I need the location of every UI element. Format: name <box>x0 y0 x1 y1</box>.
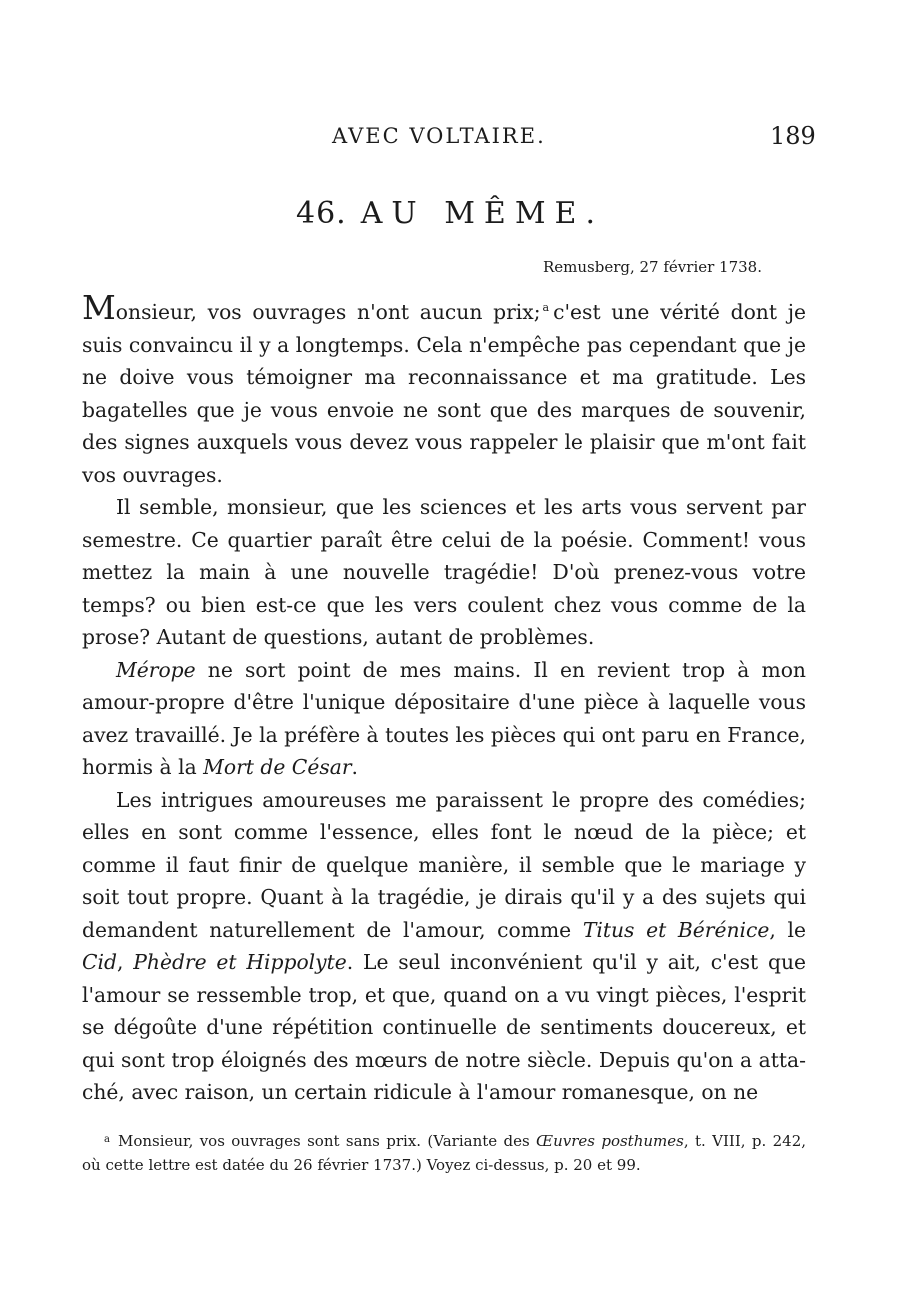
paragraph-1 <box>82 288 807 491</box>
work-title: Phèdre et Hippolyte <box>133 950 347 974</box>
footnote-text: , t. VIII, p. 242, où cette lettre est datée du 26 février 1737.) Voyez ci-dessus, p. 20 et 99. <box>82 1132 807 1174</box>
dateline: Remusberg, 27 février 1738. <box>542 258 762 276</box>
page-number: 189 <box>770 122 816 150</box>
letter-heading <box>0 196 900 231</box>
work-title: Cid <box>82 950 117 974</box>
paragraph-2: Il semble, monsieur, que les sciences et les arts vous servent par semestre. Ce quartier paraît être celui de la poésie. Comment! vous mettez la main à une nouvelle tragédie! D'où prenez-vous votre temps? ou bien est-ce que les vers coulent chez vous comme de la prose? Autant de questions, autant de problèmes. <box>82 495 806 649</box>
paragraph-text: c'est une vérité dont je suis convaincu il y a longtemps. Cela n'empêche pas cependant que je ne doive vous témoigner ma reconnaissance et ma gratitude. Les bagatelles que je vous envoie ne sont que des marques de souvenir, des signes auxquels vous devez vous rappeler le plaisir que m'ont fait vos ouvrages. <box>82 300 807 487</box>
paragraph-4 <box>82 784 806 1109</box>
paragraph-text: . <box>351 755 358 779</box>
footnote-mark: a <box>104 1134 110 1145</box>
paragraph-text: Les intrigues amoureuses me paraissent le propre des comédies; elles en sont comme l'essence, elles font le nœud de la pièce; et comme il faut finir de quelque manière, il semble que le mariage y soit tout propre. Quant à la tragédie, je dirais qu'il y a des sujets qui demandent naturellement de l'amour, comme <box>82 787 806 942</box>
drop-cap: M <box>82 288 116 327</box>
footnote <box>82 1128 806 1177</box>
letter-title: AU MÊME. <box>360 196 604 231</box>
work-title: Œuvres posthumes <box>536 1132 684 1150</box>
work-title: Mort de César <box>203 755 352 779</box>
letter-number: 46. <box>296 196 347 231</box>
paragraph-text: , le <box>769 917 806 942</box>
running-title: AVEC VOLTAIRE. <box>332 124 546 148</box>
paragraph-text: ne sort point de mes mains. Il en revient trop à mon amour-propre d'être l'unique dépositaire d'une pièce à laquelle vous avez travaillé. Je la préfère à toutes les pièces qui ont paru en France, hormis à la <box>82 657 806 779</box>
work-title: Mérope <box>116 657 196 682</box>
paragraph-text: onsieur, vos ouvrages n'ont aucun prix; <box>115 300 541 324</box>
footnote-reference: a <box>542 301 550 314</box>
work-title: Titus et Bérénice <box>582 917 770 942</box>
footnote-text: Monsieur, vos ouvrages sont sans prix. (Variante des <box>117 1132 537 1150</box>
paragraph-3 <box>82 654 806 784</box>
running-head <box>0 124 900 154</box>
paragraph-text: , <box>117 950 134 974</box>
paragraph-text: . Le seul inconvénient qu'il y ait, c'est que l'amour se ressemble trop, et que, quand on a vu vingt pièces, l'esprit se dégoûte d'une répétition continuelle de sentiments doucereux, et qui sont trop éloignés des mœurs de notre siècle. Depuis qu'on a attaché, avec raison, un certain ridicule à l'amour romanesque, on ne <box>82 950 807 1104</box>
letter-body <box>82 288 807 1109</box>
